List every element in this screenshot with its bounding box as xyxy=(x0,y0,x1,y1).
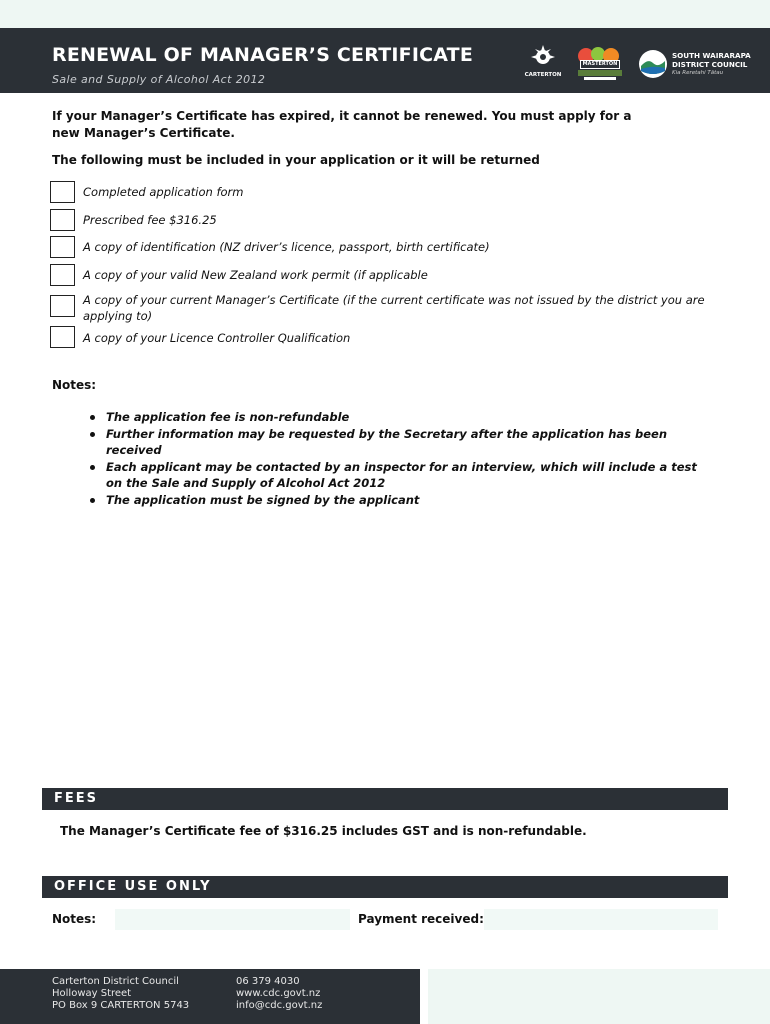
fees-text: The Manager’s Certificate fee of $316.25 includes GST and is non-refundable. xyxy=(60,824,587,838)
footer-email-link[interactable]: info@cdc.govt.nz xyxy=(236,1000,323,1011)
office-use-heading: OFFICE USE ONLY xyxy=(54,879,212,894)
office-notes-field[interactable] xyxy=(115,909,350,930)
checklist-item-label: A copy of your current Manager’s Certificate (if the current certificate was not issued by the district you are applying to) xyxy=(83,293,705,323)
footer-phone: 06 379 4030 xyxy=(236,976,300,987)
list-item: The application fee is non-refundable xyxy=(90,409,700,426)
fees-heading: FEES xyxy=(54,791,99,806)
footer xyxy=(0,969,420,1024)
checklist-item-label: Completed application form xyxy=(83,185,244,199)
swdc-logo-text: SOUTH WAIRARAPA DISTRICT COUNCIL Kia Reretahi Tātau xyxy=(672,51,751,76)
masterton-logo-text: MASTERTON xyxy=(580,60,620,69)
checkbox[interactable] xyxy=(50,264,75,286)
checklist-item-label: A copy of your valid New Zealand work permit (if applicable xyxy=(83,268,428,282)
checkbox[interactable] xyxy=(50,209,75,231)
payment-received-label: Payment received: xyxy=(358,912,484,926)
swdc-logo-icon xyxy=(638,49,758,79)
page-subtitle: Sale and Supply of Alcohol Act 2012 xyxy=(52,73,266,86)
footer-accent xyxy=(428,969,770,1024)
checklist-heading: The following must be included in your application or it will be returned xyxy=(52,153,540,167)
list-item: The application must be signed by the applicant xyxy=(90,492,700,509)
carterton-logo-text: CARTERTON xyxy=(524,72,562,78)
intro-text: If your Manager’s Certificate has expired, it cannot be renewed. You must apply for a new Manager’s Certificate. xyxy=(52,109,632,140)
checkbox[interactable] xyxy=(50,326,75,348)
footer-website-link[interactable]: www.cdc.govt.nz xyxy=(236,988,321,999)
fees-section-header xyxy=(42,788,728,810)
checklist-item-label: Prescribed fee $316.25 xyxy=(83,213,217,227)
top-strip xyxy=(0,0,770,28)
footer-address: Carterton District Council Holloway Street PO Box 9 CARTERTON 5743 xyxy=(52,976,190,1011)
checklist-item-label: A copy of identification (NZ driver’s licence, passport, birth certificate) xyxy=(83,240,490,254)
payment-received-field[interactable] xyxy=(484,909,718,930)
footer-contact xyxy=(236,976,322,1012)
checkbox[interactable] xyxy=(50,236,75,258)
office-notes-label: Notes: xyxy=(52,912,97,926)
office-use-section-header xyxy=(42,876,728,898)
checkbox[interactable] xyxy=(50,181,75,203)
page-title: RENEWAL OF MANAGER’S CERTIFICATE xyxy=(52,44,473,66)
carterton-logo-icon xyxy=(522,44,564,84)
masterton-logo-icon xyxy=(574,46,626,82)
checkbox[interactable] xyxy=(50,295,75,317)
notes-list xyxy=(90,409,700,508)
list-item: Further information may be requested by the Secretary after the application has been received xyxy=(90,426,700,459)
notes-heading: Notes: xyxy=(52,378,97,392)
list-item: Each applicant may be contacted by an inspector for an interview, which will include a test on the Sale and Supply of Alcohol Act 2012 xyxy=(90,459,700,492)
checklist-item-label: A copy of your Licence Controller Qualification xyxy=(83,331,351,345)
